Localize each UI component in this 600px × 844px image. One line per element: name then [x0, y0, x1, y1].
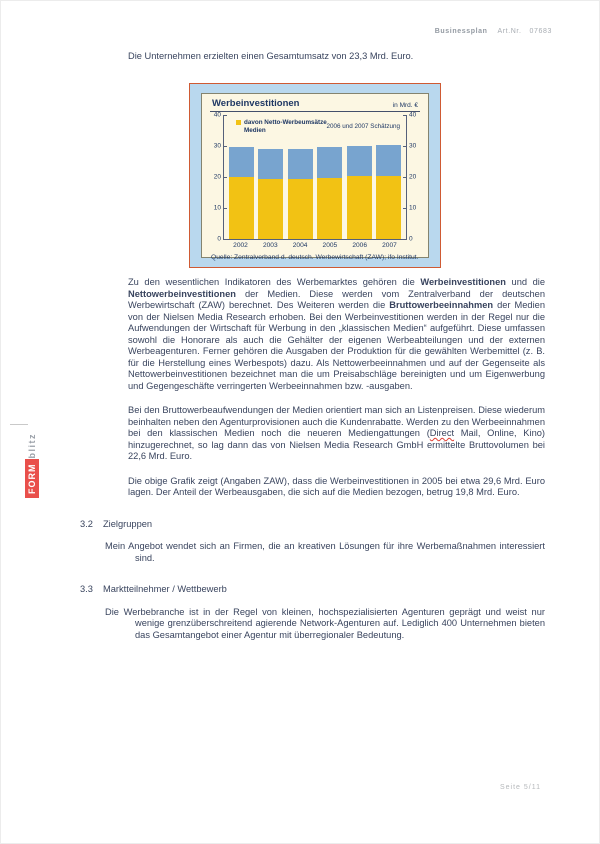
article-number-value: 07683	[529, 28, 552, 35]
y-axis-tick-label: 0	[217, 235, 221, 243]
bold-term: Bruttowerbeeinnahmen	[389, 300, 494, 310]
section-3-2-heading	[80, 519, 545, 531]
chart-frame	[189, 83, 441, 268]
section-3-3-body: Die Werbebranche ist in der Regel von kleinen, hochspezialisierten Agenturen geprägt und weist nur wenige grenzüberschreitend agierende Network-Agenturen auf. Lediglich 400 Unternehmen bieten das Gesamtangebot einer Agentur mit überregionaler Bedeutung.	[105, 606, 545, 640]
text-run: Bei den Bruttowerbeaufwendungen der Medien orientiert man sich an Listenpreisen. Diese wiederum beinhalten neben den Agenturprovisionen auch die Kundenrabatte. Werden zu den Werbeeinnahmen bei den klassischen Medien noch die neueren Mediengattungen (	[128, 405, 545, 438]
body-content	[80, 277, 545, 641]
x-axis-label: 2005	[322, 242, 338, 249]
bar-2007	[376, 115, 401, 239]
bar-segment-total	[376, 145, 401, 176]
bar-2006	[347, 115, 372, 239]
y-axis-tick	[403, 208, 406, 209]
bar-segment-total	[288, 149, 313, 179]
bar-segment-media	[317, 178, 342, 239]
bar-segment-total	[229, 147, 254, 177]
x-axis-labels	[223, 242, 407, 249]
plot-area	[213, 111, 417, 243]
legend-text: davon Netto-Werbeumsätze Medien	[244, 119, 327, 134]
y-axis-tick	[224, 208, 227, 209]
text-run: Mail, Online, Kino) hinzugerechnet, so lag dann das von Nielsen Media Research GmbH ermittelte Bruttovolumen bei 22,6 Mrd. Euro.	[128, 428, 545, 461]
y-axis-tick	[224, 177, 227, 178]
page-number: Seite 5/11	[500, 784, 542, 791]
y-axis-tick-label: 10	[213, 204, 221, 212]
formblitz-logo-form: FORM	[25, 460, 39, 499]
section-3-2-body: Mein Angebot wendet sich an Firmen, die an kreativen Lösungen für ihre Werbemaßnahmen interessiert sind.	[105, 541, 545, 563]
chart-header	[210, 98, 420, 112]
y-axis-tick	[403, 115, 406, 116]
plot-wrap	[213, 111, 417, 243]
chart-annotation: 2006 und 2007 Schätzung	[326, 123, 400, 130]
text-run: Zu den wesentlichen Indikatoren des Werbemarktes gehören die	[128, 277, 421, 287]
bar-segment-media	[347, 176, 372, 239]
y-axis-tick-label: 30	[409, 142, 417, 150]
bar-segment-total	[258, 149, 283, 179]
bar-segment-media	[229, 177, 254, 239]
section-title: Zielgruppen	[103, 518, 153, 529]
chart-panel	[201, 93, 429, 261]
bar-segment-media	[288, 179, 313, 239]
paragraph-grafik: Die obige Grafik zeigt (Angaben ZAW), dass die Werbeinvestitionen in 2005 bei etwa 29,6 Mrd. Euro lagen. Der Anteil der Werbeausgaben, die sich auf die Medien bezogen, betrug 19,8 Mrd. Euro.	[128, 475, 545, 497]
intro-sentence: Die Unternehmen erzielten einen Gesamtumsatz von 23,3 Mrd. Euro.	[128, 51, 414, 61]
paragraph-indicators	[128, 277, 545, 392]
chart-title: Werbeinvestitionen	[212, 98, 300, 109]
formblitz-logo-blitz: blitz	[27, 433, 37, 459]
chart-legend	[236, 119, 340, 134]
chart-unit-label: in Mrd. €	[392, 102, 418, 109]
y-axis-tick-label: 0	[409, 235, 413, 243]
legend-swatch-icon	[236, 120, 241, 125]
doc-type-label: Businessplan	[434, 28, 488, 35]
x-axis-label: 2003	[262, 242, 278, 249]
chart-source: Quelle: Zentralverband d. deutsch. Werbewirtschaft (ZAW); ifo Institut.	[211, 254, 419, 261]
formblitz-logo	[24, 424, 40, 498]
y-axis-tick	[403, 146, 406, 147]
document-header	[312, 28, 552, 35]
misspelled-word: Direct	[429, 428, 455, 438]
section-number: 3.2	[80, 518, 93, 529]
y-axis-tick	[403, 177, 406, 178]
section-number: 3.3	[80, 584, 93, 594]
article-number-label: Art.Nr.	[497, 28, 522, 35]
text-run: der Medien. Diese werden vom Zentralverband der deutschen Werbewirtschaft (ZAW) berechnet. Des Weiteren werden die	[128, 288, 545, 310]
y-axis-tick	[224, 115, 227, 116]
y-axis-tick-label: 20	[213, 173, 221, 181]
x-axis-label: 2004	[292, 242, 308, 249]
y-axis-tick-label: 40	[213, 111, 221, 119]
x-axis-label: 2006	[352, 242, 368, 249]
text-run: der Medien von der Nielsen Media Research erhoben. Bei den Werbeinvestitionen werden in der Regel nur die Aufwendungen der Wirtschaft für Werbung in den „klassischen Medien“ aufgeführt. Diese umfassen sowohl die Honorare als auch die Gehälter der eigenen Werbeabteilungen und der externen Werbeagenturen. Ferner gehören die Ausgaben der Produktion für die gewählten Werbemittel (z. B. für die Herstellung eines Werbespots) dazu. Als Nettowerbeeinnahmen und auf der Gegenseite als Nettowerbeinvestitionen bezeichnet man die um Preisabschläge bereinigten und um Eigenwerbung und Gegengeschäfte verringerten Werbeeinnahmen bzw. -ausgaben.	[128, 300, 545, 391]
y-axis-tick-label: 30	[213, 142, 221, 150]
bold-term: Werbeinvestitionen	[420, 277, 506, 287]
bold-term: Nettowerbeinvestitionen	[128, 288, 236, 299]
y-axis-tick-label: 40	[409, 111, 417, 119]
y-axis-tick	[224, 146, 227, 147]
bar-segment-media	[258, 179, 283, 239]
bar-segment-total	[347, 146, 372, 177]
bar-segment-total	[317, 147, 342, 177]
x-axis-label: 2002	[233, 242, 248, 249]
section-3-3-heading	[80, 584, 545, 596]
bar-segment-media	[376, 176, 401, 239]
text-run: und die	[505, 277, 546, 287]
paragraph-bruttowerbe	[128, 405, 545, 463]
x-axis-label: 2007	[382, 242, 397, 249]
y-axis-tick-label: 10	[409, 204, 417, 212]
section-title: Marktteilnehmer / Wettbewerb	[103, 584, 227, 594]
y-axis-tick-label: 20	[409, 173, 417, 181]
